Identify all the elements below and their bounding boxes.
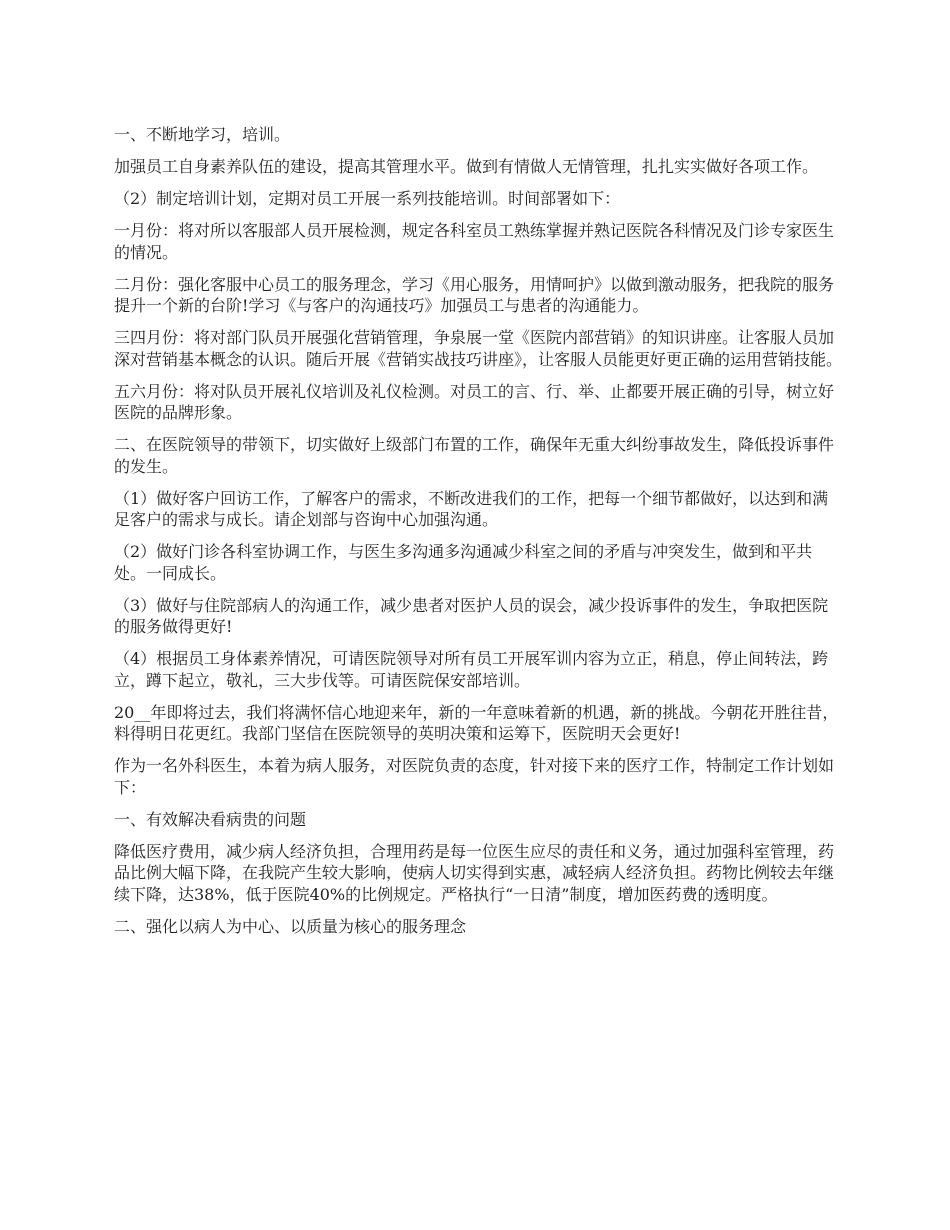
paragraph-may-june: 五六月份：将对队员开展礼仪培训及礼仪检测。对员工的言、行、举、止都要开展正确的引导，树立好医院的品牌形象。 [114, 381, 835, 422]
paragraph-february: 二月份：强化客服中心员工的服务理念，学习《用心服务，用情呵护》以做到激动服务，把我院的服务提升一个新的台阶!学习《与客户的沟通技巧》加强员工与患者的沟通能力。 [114, 274, 835, 315]
document-page [114, 124, 842, 948]
paragraph-item-4: （4）根据员工身体素养情况，可请医院领导对所有员工开展军训内容为立正，稍息，停止间转法，跨立，蹲下起立，敬礼，三大步伐等。可请医院保安部培训。 [114, 649, 829, 690]
paragraph-march-april: 三四月份：将对部门队员开展强化营销管理，争泉展一堂《医院内部营销》的知识讲座。让客服人员加深对营销基本概念的认识。随后开展《营销实战技巧讲座》，让客服人员能更好更正确的运用营销技能。 [114, 328, 843, 369]
paragraph-intro-surgeon: 作为一名外科医生，本着为病人服务，对医院负责的态度，针对接下来的医疗工作，特制定工作计划如下： [114, 756, 835, 797]
paragraph-item-2: （2）做好门诊各科室协调工作，与医生多沟通多沟通减少科室之间的矛盾与冲突发生，做到和平共处。一同成长。 [114, 542, 813, 583]
paragraph-item-1: （1）做好客户回访工作，了解客户的需求，不断改进我们的工作，把每一个细节都做好，以达到和满足客户的需求与成长。请企划部与咨询中心加强沟通。 [114, 488, 829, 529]
paragraph: （2）制定培训计划，定期对员工开展一系列技能培训。时间部署如下： [114, 189, 621, 208]
paragraph-january: 一月份：将对所以客服部人员开展检测，规定各科室员工熟练掌握并熟记医院各科情况及门诊专家医生的情况。 [114, 221, 835, 262]
section-heading-service: 二、强化以病人为中心、以质量为核心的服务理念 [114, 916, 467, 936]
paragraph-cost: 降低医疗费用，减少病人经济负担，合理用药是每一位医生应尽的责任和义务，通过加强科室管理，药品比例大幅下降，在我院产生较大影响，使病人切实得到实惠，减轻病人经济负担。药物比例较去年继续下降，达38%，低于医院40%的比例规定。严格执行“一日清”制度，增加医药费的透明度。 [114, 841, 835, 904]
section-heading-1: 一、不断地学习，培训。 [114, 125, 291, 144]
paragraph-closing: 20__年即将过去，我们将满怀信心地迎来年，新的一年意味着新的机遇，新的挑战。今朝花开胜往昔，料得明日花更红。我部门坚信在医院领导的英明决策和运筹下，医院明天会更好! [114, 702, 839, 743]
section-heading-cost: 一、有效解决看病贵的问题 [114, 809, 307, 829]
paragraph: 加强员工自身素养队伍的建设，提高其管理水平。做到有情做人无情管理，扎扎实实做好各项工作。 [114, 157, 819, 176]
section-heading-2: 二、在医院领导的带领下，切实做好上级部门布置的工作，确保年无重大纠纷事故发生，降低投诉事件的发生。 [114, 435, 835, 476]
paragraph-item-3: （3）做好与住院部病人的沟通工作，减少患者对医护人员的误会，减少投诉事件的发生，争取把医院的服务做得更好! [114, 595, 829, 636]
